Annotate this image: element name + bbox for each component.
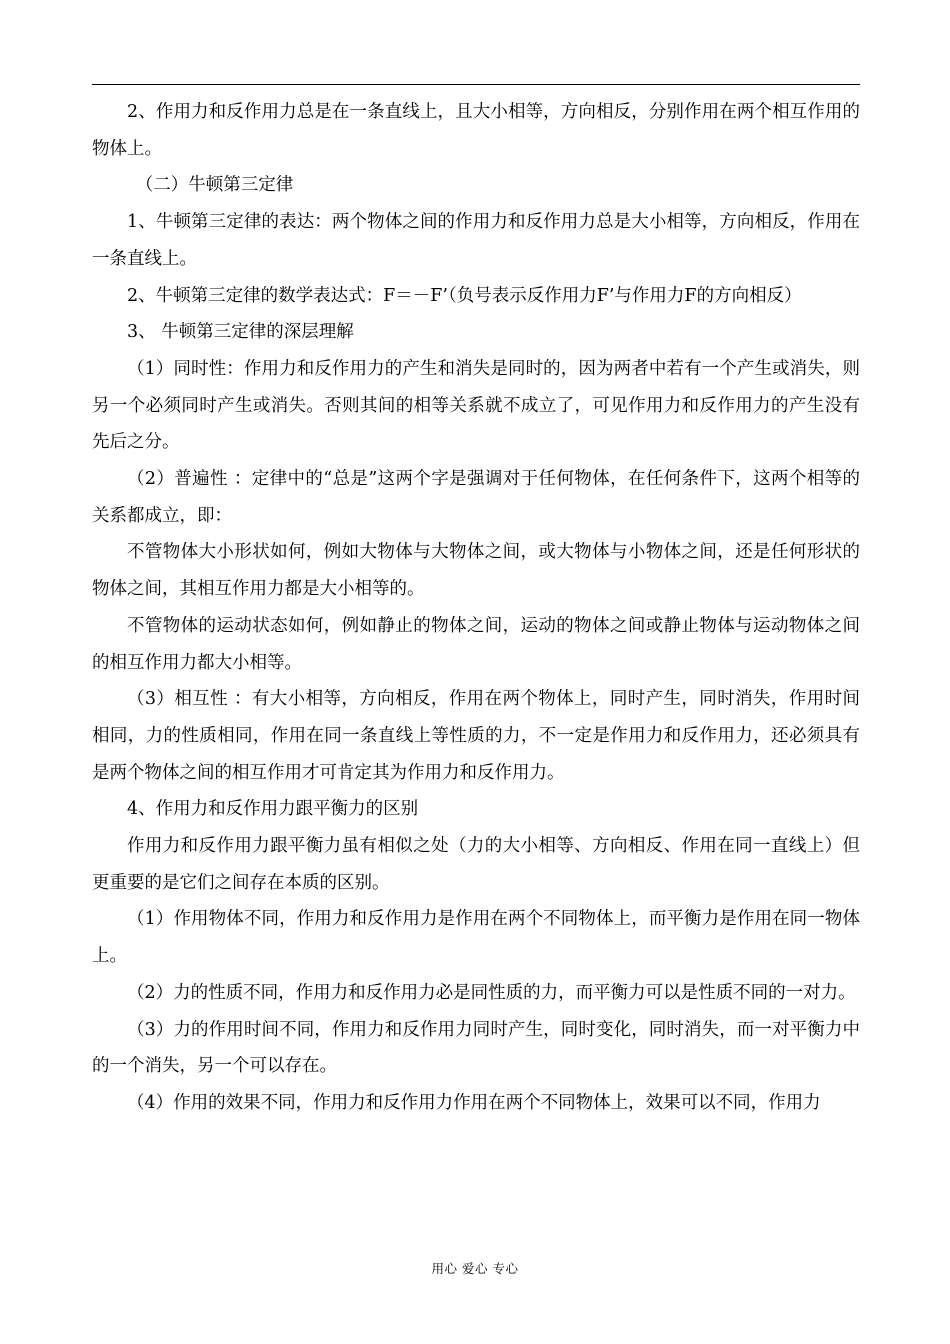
paragraph-simultaneity: （1）同时性：作用力和反作用力的产生和消失是同时的，因为两者中若有一个产生或消失，则另一个必须同时产生或消失。否则其间的相等关系就不成立了，可见作用力和反作用力的产生没有先后之分。 <box>92 358 860 453</box>
subsection-heading-difference: 4、作用力和反作用力跟平衡力的区别 <box>127 799 419 820</box>
paragraph-universality: （2）普遍性 ：定律中的“总是”这两个字是强调对于任何物体，在任何条件下，这两个相等的关系都成立，即： <box>92 469 860 526</box>
page-footer: 用心 爱心 专心 <box>431 1261 519 1276</box>
paragraph-motion-state: 不管物体的运动状态如何，例如静止的物体之间，运动的物体之间或静止物体与运动物体之间的相互作用力都大小相等。 <box>92 615 860 673</box>
subsection-heading-deep-understanding: 3、 牛顿第三定律的深层理解 <box>127 322 354 343</box>
paragraph-difference-effect: （4）作用的效果不同，作用力和反作用力作用在两个不同物体上，效果可以不同，作用力 <box>127 1092 821 1113</box>
paragraph-difference-time: （3）力的作用时间不同，作用力和反作用力同时产生，同时变化，同时消失，而一对平衡力中的一个消失，另一个可以存在。 <box>92 1019 860 1077</box>
paragraph-force-pair-property: 2、作用力和反作用力总是在一条直线上，且大小相等，方向相反，分别作用在两个相互作用的物体上。 <box>92 102 860 159</box>
paragraph-size-shape: 不管物体大小形状如何，例如大物体与大物体之间，或大物体与小物体之间，还是任何形状的物体之间，其相互作用力都是大小相等的。 <box>92 542 860 600</box>
document-body <box>92 94 860 1122</box>
paragraph-law-formula: 2、牛顿第三定律的数学表达式：F＝－F’（负号表示反作用力F’与作用力F的方向相反） <box>127 285 802 306</box>
header-rule <box>92 84 860 85</box>
section-heading-newton-third-law: （二）牛顿第三定律 <box>135 175 294 196</box>
paragraph-difference-nature: （2）力的性质不同，作用力和反作用力必是同性质的力，而平衡力可以是性质不同的一对力。 <box>127 982 856 1003</box>
paragraph-mutuality: （3）相互性 ：有大小相等，方向相反，作用在两个物体上，同时产生，同时消失，作用时间相同，力的性质相同，作用在同一条直线上等性质的力，不一定是作用力和反作用力，还必须具有是两个物体之间的相互作用才可肯定其为作用力和反作用力。 <box>92 689 860 783</box>
paragraph-law-statement: 1、牛顿第三定律的表达：两个物体之间的作用力和反作用力总是大小相等，方向相反，作用在一条直线上。 <box>92 212 860 269</box>
paragraph-difference-object: （1）作用物体不同，作用力和反作用力是作用在两个不同物体上，而平衡力是作用在同一物体上。 <box>92 909 860 967</box>
paragraph-difference-intro: 作用力和反作用力跟平衡力虽有相似之处（力的大小相等、方向相反、作用在同一直线上）但更重要的是它们之间存在本质的区别。 <box>92 836 860 893</box>
